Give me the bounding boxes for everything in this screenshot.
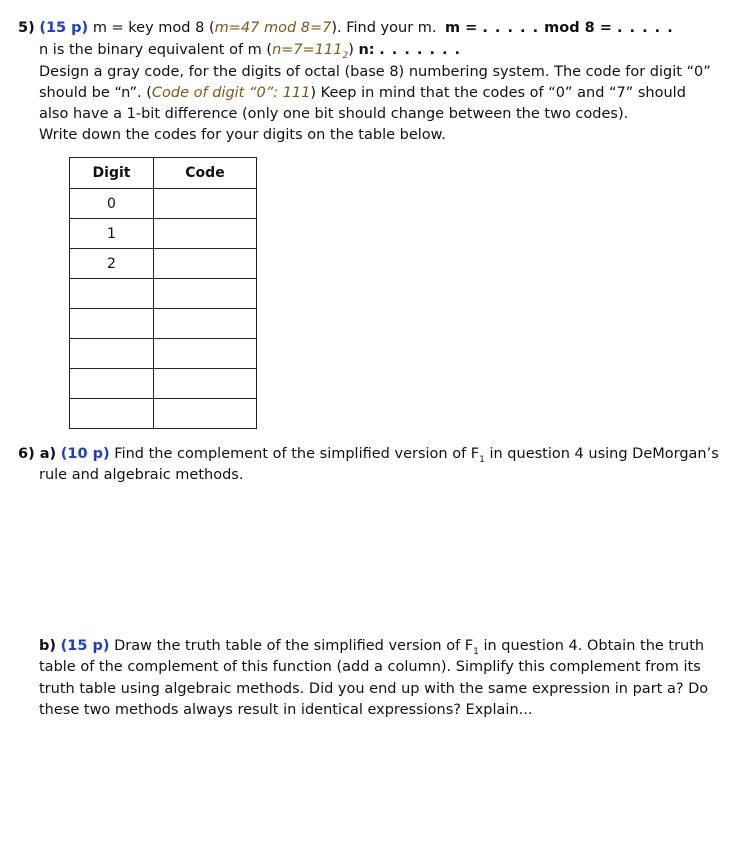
digit-cell[interactable]	[70, 369, 154, 399]
q5-text: ). Find your m.	[331, 20, 437, 36]
code-cell[interactable]	[154, 369, 257, 399]
table-header-row	[70, 158, 257, 189]
table-row	[70, 249, 257, 279]
q5-line-1	[18, 18, 437, 38]
q5-text: n is the binary equivalent of m (	[39, 42, 273, 58]
digit-cell: 2	[70, 249, 154, 279]
table-row	[70, 399, 257, 429]
m-answer-blank: . . . . .	[482, 20, 540, 36]
mod-label: mod 8 =	[539, 20, 617, 36]
table-row	[70, 219, 257, 249]
code-cell[interactable]	[154, 189, 257, 219]
code-cell[interactable]	[154, 279, 257, 309]
q5-text: )	[348, 42, 354, 58]
table-row	[70, 309, 257, 339]
gray-code-table	[69, 157, 257, 429]
digit-cell: 0	[70, 189, 154, 219]
q6b-line-1: b) (15 p) Draw the truth table of the simplified version of $F_1$ in question 4. Obtain the truth	[39, 638, 705, 657]
code-cell[interactable]	[154, 219, 257, 249]
code-cell[interactable]	[154, 249, 257, 279]
code-cell[interactable]	[154, 339, 257, 369]
q5-line-5: also have a 1-bit difference (only one bit should change between the two codes).	[39, 106, 629, 122]
q5-m-answer-line	[445, 18, 674, 38]
q5-example-n: $n=7=111_2$	[272, 42, 349, 61]
code-column-header: Code	[154, 158, 257, 189]
q6b-points: (15 p)	[60, 638, 110, 654]
q5-line-4: should be “n”. (Code of digit “0”: 111) Keep in mind that the codes of “0” and “7” should	[39, 85, 686, 101]
code-cell[interactable]	[154, 399, 257, 429]
q5-example-code: Code of digit “0”: 111	[151, 85, 311, 101]
q6b-line-3: truth table using algebraic methods. Did you end up with the same expression in part a? Do	[39, 681, 709, 697]
q5-line-3: Design a gray code, for the digits of octal (base 8) numbering system. The code for digit “0”	[39, 64, 711, 80]
q5-text: m = key mod 8 (	[92, 20, 215, 36]
q6b-label: b)	[39, 638, 57, 654]
table-row	[70, 189, 257, 219]
digit-cell[interactable]	[70, 339, 154, 369]
q6b-line-2: table of the complement of this function (add a column). Simplify this complement from its	[39, 659, 701, 675]
q6a-number: 6) a)	[18, 446, 57, 462]
digit-cell: 1	[70, 219, 154, 249]
q6a-line-2: rule and algebraic methods.	[39, 467, 244, 483]
q5-number: 5)	[18, 20, 35, 36]
q5-example-m: m=47 mod 8=7	[214, 20, 332, 36]
table-row	[70, 339, 257, 369]
n-label: n:	[358, 42, 375, 58]
q6b-line-4: these two methods always result in identical expressions? Explain...	[39, 702, 533, 718]
n-answer-blank: . . . . . . .	[379, 42, 462, 58]
table-row	[70, 279, 257, 309]
digit-cell[interactable]	[70, 309, 154, 339]
digit-cell[interactable]	[70, 399, 154, 429]
table-row	[70, 369, 257, 399]
digit-cell[interactable]	[70, 279, 154, 309]
m-label: m =	[445, 20, 483, 36]
q6a-points: (10 p)	[60, 446, 110, 462]
digit-column-header: Digit	[70, 158, 154, 189]
q5-line-6: Write down the codes for your digits on the table below.	[39, 127, 446, 143]
mod-answer-blank: . . . . .	[616, 20, 674, 36]
code-cell[interactable]	[154, 309, 257, 339]
q5-points: (15 p)	[39, 20, 89, 36]
q6a-line-1: 6) a) (10 p) Find the complement of the simplified version of $F_1$ in question 4 using DeMorgan’s	[18, 446, 719, 465]
